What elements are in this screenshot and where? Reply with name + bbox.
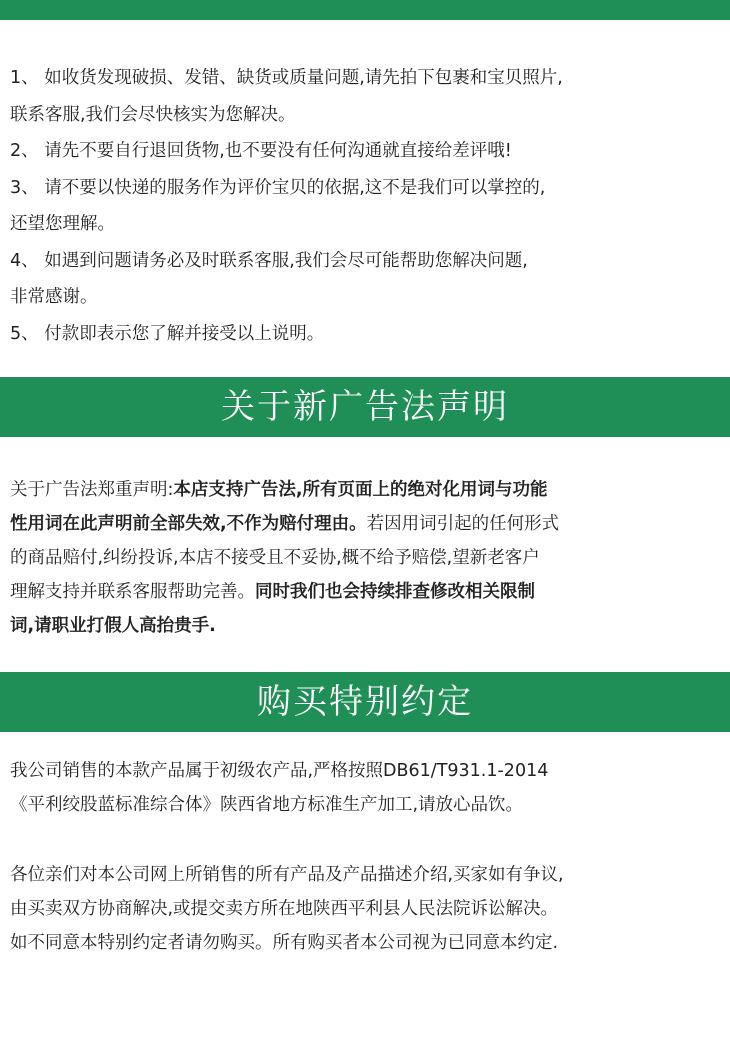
purchase-agreement-banner [0, 672, 730, 732]
paragraph-gap [10, 822, 722, 858]
ad-law-text: 关于广告法郑重声明: [10, 480, 174, 500]
note-line: 还望您理解。 [10, 214, 115, 234]
ad-law-text: 理解支持并联系客服帮助完善。 [10, 582, 255, 602]
purchase-line: 如不同意本特别约定者请勿购买。所有购买者本公司视为已同意本约定. [10, 933, 559, 953]
ad-law-line [10, 507, 722, 541]
note-line: 联系客服,我们会尽快核实为您解决。 [10, 104, 296, 125]
ad-law-banner [0, 377, 730, 437]
note-line: 1、 如收货发现破损、发错、缺货或质量问题,请先拍下包裹和宝贝照片, [10, 68, 563, 88]
ad-law-bold-text: 同时我们也会持续排查修改相关限制 [255, 582, 535, 602]
note-line: 5、 付款即表示您了解并接受以上说明。 [10, 323, 325, 344]
note-line: 非常感谢。 [10, 287, 98, 307]
ad-law-text: 若因用词引起的任何形式 [366, 514, 560, 534]
note-line: 3、 请不要以快递的服务作为评价宝贝的依据,这不是我们可以掌控的, [10, 177, 546, 198]
ad-law-bold-text: 词,请职业打假人高抬贵手. [10, 616, 216, 636]
ad-law-line [10, 609, 722, 643]
note-line: 2、 请先不要自行退回货物,也不要没有任何沟通就直接给差评哦! [10, 141, 512, 161]
after-sales-notes [10, 60, 722, 352]
purchase-line: 我公司销售的本款产品属于初级农产品,严格按照DB61/T931.1-2014 [10, 761, 549, 781]
ad-law-title: 关于新广告法声明 [221, 387, 509, 427]
ad-law-line [10, 473, 722, 507]
purchase-line: 《平利绞股蓝标准综合体》陕西省地方标准生产加工,请放心品饮。 [10, 795, 524, 815]
ad-law-statement [10, 473, 722, 643]
note-line: 4、 如遇到问题请务必及时联系客服,我们会尽可能帮助您解决问题, [10, 250, 528, 271]
ad-law-bold-text: 本店支持广告法,所有页面上的绝对化用词与功能 [173, 480, 548, 500]
purchase-agreement-title: 购买特别约定 [257, 682, 473, 722]
ad-law-line: 的商品赔付,纠纷投诉,本店不接受且不妥协,概不给予赔偿,望新老客户 [10, 548, 540, 568]
ad-law-line [10, 575, 722, 609]
purchase-agreement [10, 754, 722, 960]
purchase-line: 各位亲们对本公司网上所销售的所有产品及产品描述介绍,买家如有争议, [10, 865, 564, 885]
purchase-line: 由买卖双方协商解决,或提交卖方所在地陕西平利县人民法院诉讼解决。 [10, 899, 559, 919]
after-sales-banner [0, 0, 730, 20]
ad-law-bold-text: 性用词在此声明前全部失效,不作为赔付理由。 [10, 514, 367, 534]
